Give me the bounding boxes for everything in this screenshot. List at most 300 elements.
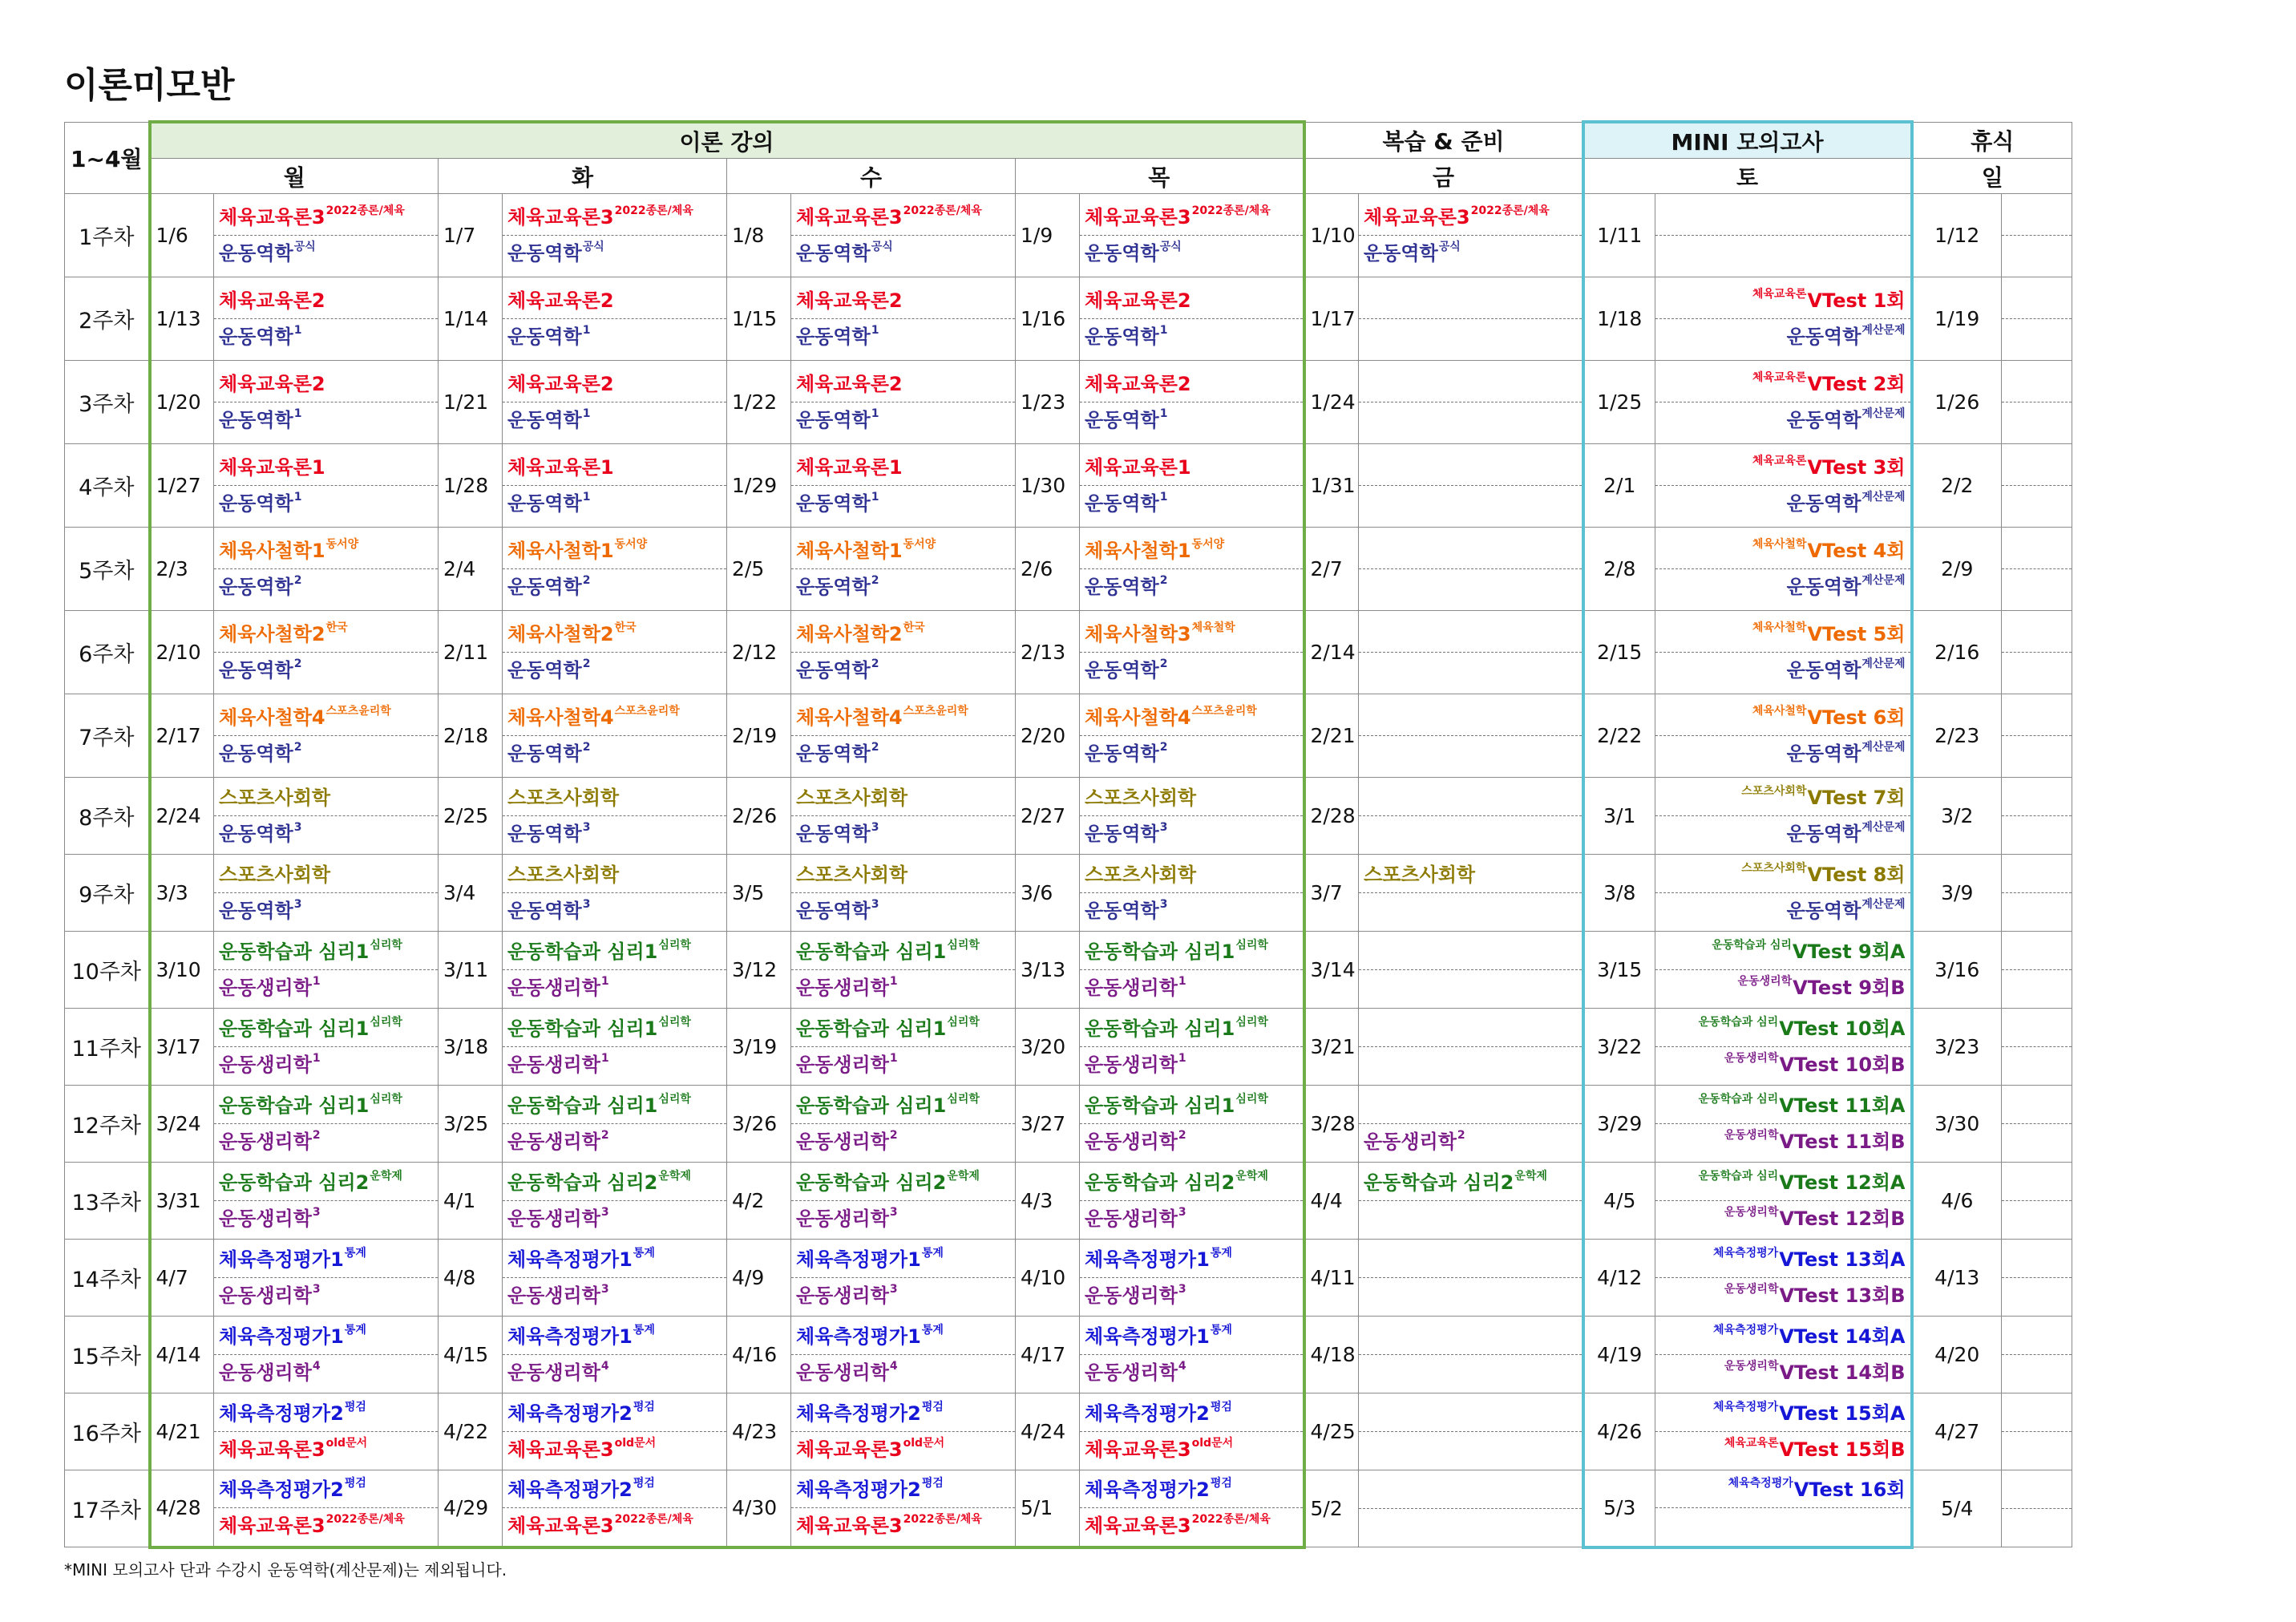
content-cell bbox=[1080, 611, 1304, 694]
entry-superscript: old문서 bbox=[325, 1437, 368, 1450]
entry-subject: 체육측정평가2 bbox=[796, 1478, 921, 1502]
entry-subject: VTest 16회 bbox=[1793, 1478, 1906, 1502]
entry-superscript: 심리학 bbox=[947, 939, 980, 952]
schedule-entry bbox=[791, 969, 1015, 1005]
date-cell: 1/24 bbox=[1304, 361, 1359, 444]
entry-superscript: 1 bbox=[1159, 407, 1168, 420]
entry-subject: 운동역학 bbox=[1786, 659, 1861, 682]
content-cell bbox=[2002, 1009, 2072, 1086]
schedule-entry bbox=[503, 652, 726, 688]
content-cell bbox=[503, 1163, 727, 1240]
entry-subject: VTest 8회 bbox=[1807, 864, 1906, 886]
schedule-entry bbox=[1359, 366, 1582, 402]
entry-subject: VTest 9회A bbox=[1792, 940, 1906, 963]
content-cell bbox=[791, 361, 1016, 444]
content-cell bbox=[214, 1163, 439, 1240]
entry-subject: 운동학습과 심리2 bbox=[796, 1171, 947, 1194]
entry-superscript: 통계 bbox=[1210, 1324, 1232, 1337]
schedule-entry bbox=[2002, 969, 2072, 1005]
schedule-entry bbox=[791, 1396, 1015, 1431]
entry-subject: 체육교육론3 bbox=[507, 1438, 614, 1461]
content-cell bbox=[214, 778, 439, 855]
content-cell bbox=[503, 694, 727, 778]
entry-superscript: old문서 bbox=[903, 1437, 945, 1450]
schedule-entry bbox=[214, 1507, 438, 1543]
schedule-entry bbox=[1655, 366, 1910, 402]
entry-subject: 운동역학 bbox=[1786, 900, 1861, 922]
entry-subject: VTest 14회B bbox=[1779, 1361, 1906, 1384]
entry-superscript: 평검 bbox=[1210, 1477, 1232, 1491]
content-cell bbox=[503, 855, 727, 932]
date-cell: 1/25 bbox=[1583, 361, 1655, 444]
week-row bbox=[65, 444, 2072, 528]
week-row bbox=[65, 528, 2072, 611]
content-cell bbox=[214, 1009, 439, 1086]
entry-subject: VTest 1회 bbox=[1807, 289, 1906, 312]
schedule-entry bbox=[2002, 1319, 2072, 1354]
week-row bbox=[65, 1470, 2072, 1547]
schedule-entry bbox=[1359, 200, 1582, 235]
entry-subject: 운동생리학 bbox=[796, 1361, 889, 1384]
content-cell bbox=[503, 361, 727, 444]
entry-subject: 체육교육론1 bbox=[796, 456, 903, 479]
date-cell: 2/13 bbox=[1016, 611, 1080, 694]
entry-superscript: 3 bbox=[871, 898, 879, 911]
date-cell: 3/24 bbox=[150, 1086, 214, 1163]
content-cell bbox=[1655, 1240, 1912, 1317]
entry-superscript: 공식 bbox=[1159, 241, 1182, 253]
entry-superscript: 심리학 bbox=[1235, 1016, 1268, 1029]
entry-superscript: 동서양 bbox=[614, 538, 648, 551]
schedule-entry bbox=[1359, 617, 1582, 652]
entry-superscript: 3 bbox=[312, 1206, 321, 1219]
date-cell: 4/26 bbox=[1583, 1393, 1655, 1470]
entry-prefix: 운동학습과 심리 bbox=[1698, 1093, 1779, 1106]
content-cell bbox=[791, 277, 1016, 361]
schedule-entry bbox=[1655, 1088, 1910, 1123]
schedule-entry bbox=[1655, 934, 1910, 969]
content-cell bbox=[1655, 778, 1912, 855]
content-cell bbox=[1080, 855, 1304, 932]
schedule-entry bbox=[1080, 892, 1303, 928]
entry-subject: 운동생리학 bbox=[507, 977, 600, 999]
schedule-entry bbox=[1655, 1011, 1910, 1046]
content-cell bbox=[1080, 194, 1304, 277]
date-cell: 4/23 bbox=[727, 1393, 791, 1470]
date-cell: 4/17 bbox=[1016, 1317, 1080, 1393]
date-cell: 5/4 bbox=[1912, 1470, 2002, 1547]
entry-superscript: 한국 bbox=[903, 621, 925, 634]
schedule-entry bbox=[791, 1319, 1015, 1354]
date-cell: 1/31 bbox=[1304, 444, 1359, 528]
schedule-entry bbox=[2002, 533, 2072, 568]
schedule-entry bbox=[1655, 652, 1910, 688]
schedule-entry bbox=[503, 1123, 726, 1159]
content-cell bbox=[2002, 194, 2072, 277]
entry-superscript: 심리학 bbox=[947, 1016, 980, 1029]
content-cell bbox=[214, 611, 439, 694]
content-cell bbox=[1080, 528, 1304, 611]
entry-prefix: 체육측정평가 bbox=[1713, 1324, 1779, 1337]
date-cell: 2/18 bbox=[439, 694, 503, 778]
schedule-entry bbox=[1080, 700, 1303, 735]
entry-superscript: 평검 bbox=[344, 1477, 366, 1491]
date-cell: 3/23 bbox=[1912, 1009, 2002, 1086]
entry-subject: 운동역학 bbox=[507, 823, 582, 845]
entry-subject: 체육측정평가1 bbox=[219, 1325, 344, 1348]
schedule-entry bbox=[214, 780, 438, 815]
schedule-entry bbox=[2002, 1354, 2072, 1390]
date-cell: 3/16 bbox=[1912, 932, 2002, 1009]
entry-prefix: 운동학습과 심리 bbox=[1712, 939, 1792, 952]
entry-subject: 체육사철학3 bbox=[1085, 623, 1191, 645]
date-cell: 2/22 bbox=[1583, 694, 1655, 778]
entry-subject: 운동학습과 심리1 bbox=[1085, 1017, 1235, 1040]
content-cell bbox=[503, 528, 727, 611]
schedule-entry bbox=[1655, 617, 1910, 652]
entry-subject: 체육사철학1 bbox=[1085, 540, 1191, 562]
content-cell bbox=[1359, 1240, 1583, 1317]
schedule-entry bbox=[2002, 283, 2072, 318]
entry-prefix: 운동학습과 심리 bbox=[1698, 1170, 1779, 1183]
date-cell: 3/8 bbox=[1583, 855, 1655, 932]
schedule-entry bbox=[1359, 533, 1582, 568]
content-cell bbox=[1359, 1009, 1583, 1086]
entry-subject: VTest 14회A bbox=[1779, 1325, 1906, 1348]
schedule-entry bbox=[214, 568, 438, 605]
schedule-entry bbox=[1359, 1277, 1582, 1313]
content-cell bbox=[1080, 694, 1304, 778]
entry-subject: 운동역학 bbox=[1085, 823, 1159, 845]
schedule-entry bbox=[791, 1472, 1015, 1507]
entry-subject: 운동역학 bbox=[507, 242, 582, 265]
schedule-entry bbox=[1080, 1507, 1303, 1543]
entry-subject: 체육교육론3 bbox=[1364, 206, 1470, 229]
schedule-entry bbox=[214, 700, 438, 735]
entry-superscript: 평검 bbox=[633, 1477, 655, 1491]
entry-superscript: 동서양 bbox=[903, 538, 936, 551]
entry-superscript: 공식 bbox=[871, 241, 893, 253]
schedule-entry bbox=[791, 1431, 1015, 1467]
schedule-entry bbox=[1080, 815, 1303, 851]
schedule-entry bbox=[1655, 857, 1910, 892]
date-cell: 2/8 bbox=[1583, 528, 1655, 611]
entry-subject: 운동역학 bbox=[1085, 659, 1159, 682]
schedule-entry bbox=[1655, 1507, 1910, 1543]
schedule-entry bbox=[1359, 485, 1582, 521]
entry-subject: 체육교육론2 bbox=[219, 289, 325, 312]
schedule-entry bbox=[1359, 934, 1582, 969]
schedule-entry bbox=[1359, 1473, 1582, 1508]
entry-subject: VTest 4회 bbox=[1807, 540, 1906, 562]
content-cell bbox=[1080, 1240, 1304, 1317]
schedule-entry bbox=[2002, 1088, 2072, 1123]
entry-subject: 운동생리학 bbox=[1085, 1284, 1178, 1307]
entry-superscript: 4 bbox=[600, 1360, 609, 1373]
entry-subject: 체육측정평가2 bbox=[1085, 1402, 1210, 1425]
date-cell: 4/1 bbox=[439, 1163, 503, 1240]
date-cell: 2/10 bbox=[150, 611, 214, 694]
entry-subject: 운동학습과 심리1 bbox=[219, 1017, 370, 1040]
date-cell: 3/20 bbox=[1016, 1009, 1080, 1086]
schedule-entry bbox=[214, 200, 438, 235]
entry-superscript: 심리학 bbox=[370, 939, 402, 952]
date-cell: 3/31 bbox=[150, 1163, 214, 1240]
entry-superscript: 1 bbox=[871, 324, 879, 337]
week-row bbox=[65, 361, 2072, 444]
date-cell: 4/11 bbox=[1304, 1240, 1359, 1317]
schedule-entry bbox=[2002, 1473, 2072, 1508]
schedule-entry bbox=[214, 1165, 438, 1200]
entry-subject: 운동생리학 bbox=[1085, 1207, 1178, 1230]
entry-superscript: 운학제 bbox=[370, 1170, 402, 1183]
week-label: 9주차 bbox=[65, 855, 150, 932]
date-cell: 3/21 bbox=[1304, 1009, 1359, 1086]
content-cell bbox=[1655, 277, 1912, 361]
entry-superscript: 1 bbox=[582, 324, 591, 337]
content-cell bbox=[2002, 1393, 2072, 1470]
entry-superscript: 2 bbox=[1457, 1129, 1465, 1142]
content-cell bbox=[1655, 194, 1912, 277]
schedule-entry bbox=[214, 1277, 438, 1313]
entry-subject: VTest 10회A bbox=[1779, 1017, 1906, 1040]
schedule-entry bbox=[503, 235, 726, 271]
entry-superscript: 2 bbox=[871, 657, 879, 670]
schedule-entry bbox=[1080, 1354, 1303, 1390]
schedule-entry bbox=[1080, 617, 1303, 652]
schedule-entry bbox=[1359, 402, 1582, 438]
schedule-entry bbox=[503, 934, 726, 969]
entry-subject: VTest 6회 bbox=[1807, 706, 1906, 729]
entry-superscript: 1 bbox=[293, 324, 302, 337]
date-cell: 2/26 bbox=[727, 778, 791, 855]
date-cell: 4/27 bbox=[1912, 1393, 2002, 1470]
entry-subject: 운동학습과 심리1 bbox=[1085, 940, 1235, 963]
schedule-entry bbox=[791, 1046, 1015, 1082]
schedule-entry bbox=[1080, 318, 1303, 354]
entry-superscript: 계산문제 bbox=[1861, 491, 1906, 504]
entry-subject: 운동역학 bbox=[796, 823, 871, 845]
week-label: 12주차 bbox=[65, 1086, 150, 1163]
content-cell bbox=[214, 444, 439, 528]
date-cell: 1/8 bbox=[727, 194, 791, 277]
schedule-entry bbox=[1359, 1165, 1582, 1200]
date-cell: 1/9 bbox=[1016, 194, 1080, 277]
date-cell: 3/15 bbox=[1583, 932, 1655, 1009]
content-cell bbox=[1080, 1086, 1304, 1163]
date-cell: 2/6 bbox=[1016, 528, 1080, 611]
schedule-entry bbox=[214, 1354, 438, 1390]
date-cell: 4/3 bbox=[1016, 1163, 1080, 1240]
date-cell: 1/18 bbox=[1583, 277, 1655, 361]
content-cell bbox=[1655, 1393, 1912, 1470]
schedule-entry bbox=[1655, 283, 1910, 318]
schedule-entry bbox=[1080, 1200, 1303, 1236]
entry-superscript: 평검 bbox=[921, 1401, 944, 1414]
content-cell bbox=[2002, 1470, 2072, 1547]
entry-subject: 체육교육론1 bbox=[219, 456, 325, 479]
date-cell: 5/2 bbox=[1304, 1470, 1359, 1547]
date-cell: 3/9 bbox=[1912, 855, 2002, 932]
schedule-entry bbox=[1080, 1319, 1303, 1354]
schedule-entry bbox=[2002, 1046, 2072, 1082]
schedule-entry bbox=[2002, 1277, 2072, 1313]
content-cell bbox=[2002, 855, 2072, 932]
content-cell bbox=[1359, 1470, 1583, 1547]
entry-subject: 운동역학 bbox=[796, 659, 871, 682]
date-cell: 1/23 bbox=[1016, 361, 1080, 444]
date-cell: 4/7 bbox=[150, 1240, 214, 1317]
entry-subject: 운동역학 bbox=[1085, 900, 1159, 922]
date-cell: 3/12 bbox=[727, 932, 791, 1009]
schedule-entry bbox=[1359, 780, 1582, 815]
entry-superscript: 통계 bbox=[921, 1324, 944, 1337]
entry-subject: 운동역학 bbox=[796, 492, 871, 515]
schedule-entry bbox=[791, 568, 1015, 605]
entry-superscript: 2022종론/체육 bbox=[903, 1513, 982, 1527]
content-cell bbox=[503, 1393, 727, 1470]
date-cell: 3/14 bbox=[1304, 932, 1359, 1009]
content-cell bbox=[2002, 277, 2072, 361]
schedule-entry bbox=[214, 617, 438, 652]
entry-superscript: 2022종론/체육 bbox=[614, 204, 693, 217]
entry-prefix: 운동생리학 bbox=[1724, 1283, 1779, 1296]
schedule-entry bbox=[503, 318, 726, 354]
schedule-entry bbox=[214, 1431, 438, 1467]
entry-superscript: 운학제 bbox=[1514, 1170, 1547, 1183]
date-cell: 2/14 bbox=[1304, 611, 1359, 694]
date-cell: 2/15 bbox=[1583, 611, 1655, 694]
entry-superscript: 3 bbox=[889, 1206, 898, 1219]
schedule-entry bbox=[1655, 892, 1910, 928]
schedule-entry bbox=[2002, 735, 2072, 771]
schedule-entry bbox=[1655, 735, 1910, 771]
schedule-entry bbox=[791, 1165, 1015, 1200]
entry-superscript: 공식 bbox=[582, 241, 604, 253]
entry-subject: 운동역학 bbox=[507, 576, 582, 598]
entry-subject: VTest 3회 bbox=[1807, 456, 1906, 479]
content-cell bbox=[1080, 932, 1304, 1009]
schedule-entry bbox=[791, 450, 1015, 485]
entry-subject: 운동생리학 bbox=[796, 1131, 889, 1153]
content-cell bbox=[214, 1086, 439, 1163]
schedule-entry bbox=[503, 892, 726, 928]
entry-subject: 체육사철학2 bbox=[796, 623, 903, 645]
entry-superscript: 2 bbox=[1178, 1129, 1186, 1142]
group-mini-mock-test: MINI 모의고사 bbox=[1583, 122, 1912, 159]
date-cell: 2/9 bbox=[1912, 528, 2002, 611]
schedule-entry bbox=[1359, 857, 1582, 892]
entry-subject: VTest 15회B bbox=[1779, 1438, 1906, 1461]
entry-subject: VTest 15회A bbox=[1779, 1402, 1906, 1425]
date-cell: 1/20 bbox=[150, 361, 214, 444]
schedule-entry bbox=[791, 1088, 1015, 1123]
date-cell: 4/20 bbox=[1912, 1317, 2002, 1393]
date-cell: 3/4 bbox=[439, 855, 503, 932]
schedule-entry bbox=[791, 1242, 1015, 1277]
content-cell bbox=[2002, 1317, 2072, 1393]
schedule-entry bbox=[1359, 450, 1582, 485]
entry-subject: 체육측정평가1 bbox=[796, 1248, 921, 1271]
day-header-wed: 수 bbox=[727, 159, 1016, 194]
schedule-entry bbox=[1359, 283, 1582, 318]
schedule-entry bbox=[791, 700, 1015, 735]
entry-subject: 체육교육론3 bbox=[507, 1515, 614, 1538]
entry-superscript: 3 bbox=[1159, 898, 1168, 911]
schedule-entry bbox=[791, 892, 1015, 928]
schedule-entry bbox=[1655, 1396, 1910, 1431]
week-row bbox=[65, 694, 2072, 778]
entry-subject: 체육측정평가2 bbox=[1085, 1478, 1210, 1502]
schedule-entry bbox=[503, 1088, 726, 1123]
entry-superscript: 심리학 bbox=[947, 1093, 980, 1106]
entry-subject: 운동학습과 심리1 bbox=[796, 1094, 947, 1117]
entry-subject: 운동역학 bbox=[219, 823, 293, 845]
content-cell bbox=[791, 1009, 1016, 1086]
entry-superscript: 동서양 bbox=[325, 538, 359, 551]
schedule-entry bbox=[503, 857, 726, 892]
entry-superscript: 통계 bbox=[1210, 1247, 1232, 1260]
schedule-entry bbox=[503, 1011, 726, 1046]
schedule-entry bbox=[1080, 1046, 1303, 1082]
day-header-sat: 토 bbox=[1583, 159, 1912, 194]
schedule-entry bbox=[1359, 1200, 1582, 1236]
entry-subject: 운동생리학 bbox=[1085, 1054, 1178, 1076]
content-cell bbox=[1359, 932, 1583, 1009]
entry-subject: 운동생리학 bbox=[1364, 1131, 1457, 1153]
date-cell: 2/4 bbox=[439, 528, 503, 611]
date-cell: 4/13 bbox=[1912, 1240, 2002, 1317]
content-cell bbox=[1359, 277, 1583, 361]
date-cell: 2/7 bbox=[1304, 528, 1359, 611]
schedule-entry bbox=[1655, 815, 1910, 851]
date-cell: 2/2 bbox=[1912, 444, 2002, 528]
day-header-tue: 화 bbox=[439, 159, 727, 194]
content-cell bbox=[1655, 1163, 1912, 1240]
schedule-entry bbox=[503, 568, 726, 605]
schedule-entry bbox=[1655, 1472, 1910, 1507]
footnote: *MINI 모의고사 단과 수강시 운동역학(계산문제)는 제외됩니다. bbox=[64, 1560, 507, 1580]
schedule-entry bbox=[1359, 1242, 1582, 1277]
content-cell bbox=[1655, 1009, 1912, 1086]
schedule-entry bbox=[791, 533, 1015, 568]
entry-superscript: 스포츠윤리학 bbox=[325, 705, 391, 718]
schedule-entry bbox=[2002, 892, 2072, 928]
entry-superscript: 계산문제 bbox=[1861, 898, 1906, 911]
content-cell bbox=[1359, 1393, 1583, 1470]
entry-subject: 운동역학 bbox=[1085, 242, 1159, 265]
content-cell bbox=[791, 194, 1016, 277]
entry-superscript: 2 bbox=[871, 574, 879, 587]
week-label: 4주차 bbox=[65, 444, 150, 528]
schedule-entry bbox=[2002, 1396, 2072, 1431]
schedule-entry bbox=[1359, 1508, 1582, 1544]
week-row bbox=[65, 194, 2072, 277]
schedule-entry bbox=[2002, 617, 2072, 652]
week-label: 1주차 bbox=[65, 194, 150, 277]
entry-superscript: 2 bbox=[889, 1129, 898, 1142]
schedule-entry bbox=[1359, 1354, 1582, 1390]
schedule-entry bbox=[1359, 1396, 1582, 1431]
entry-subject: 운동역학 bbox=[796, 242, 871, 265]
schedule-entry bbox=[503, 1200, 726, 1236]
content-cell bbox=[2002, 1240, 2072, 1317]
entry-subject: 체육측정평가1 bbox=[507, 1325, 633, 1348]
content-cell bbox=[503, 1086, 727, 1163]
entry-superscript: 체육철학 bbox=[1191, 621, 1235, 634]
date-cell: 3/27 bbox=[1016, 1086, 1080, 1163]
entry-subject: 체육측정평가1 bbox=[1085, 1248, 1210, 1271]
